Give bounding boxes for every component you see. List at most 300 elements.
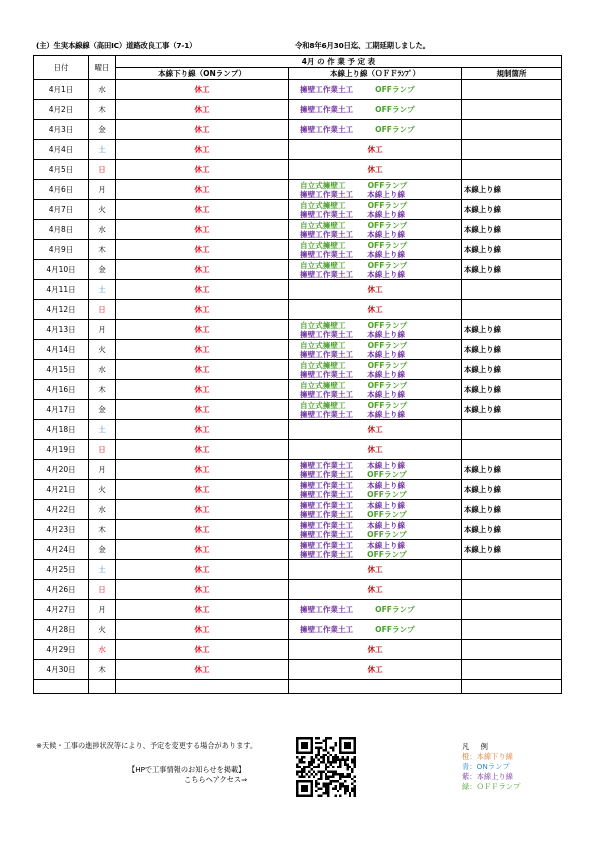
dow-cell: 土 bbox=[89, 560, 116, 580]
up-work-name: 擁壁工作業土工 bbox=[300, 520, 354, 530]
up-work-ramp: OFFランプ bbox=[367, 360, 408, 370]
dow-cell: 土 bbox=[89, 420, 116, 440]
up-work-line bbox=[289, 501, 461, 510]
date-cell: 4月30日 bbox=[34, 660, 89, 680]
up-work-name: 自立式擁壁工 bbox=[300, 400, 346, 410]
up-work-name: 擁壁工作業土工 bbox=[300, 480, 354, 490]
up-work-lane: 本線上り線 bbox=[367, 500, 406, 510]
table-row bbox=[34, 280, 562, 300]
up-work-lane: 本線上り線 bbox=[367, 409, 406, 419]
up-work-name: 自立式擁壁工 bbox=[300, 220, 346, 230]
up-work-lane: 本線上り線 bbox=[367, 189, 406, 199]
up-work-line bbox=[289, 124, 461, 135]
down-line-cell: 休工 bbox=[116, 520, 289, 540]
table-row bbox=[34, 520, 562, 540]
up-work-name: 自立式擁壁工 bbox=[300, 260, 346, 270]
up-work-line bbox=[289, 321, 461, 330]
restriction-cell bbox=[462, 80, 562, 100]
dow-cell: 月 bbox=[89, 600, 116, 620]
date-cell: 4月10日 bbox=[34, 260, 89, 280]
dow-cell: 木 bbox=[89, 240, 116, 260]
up-work-ramp: OFFランプ bbox=[367, 340, 408, 350]
table-row bbox=[34, 540, 562, 560]
up-work-name: 擁壁工作業土工 bbox=[300, 625, 354, 634]
date-cell: 4月27日 bbox=[34, 600, 89, 620]
up-work-name: 擁壁工作業土工 bbox=[300, 105, 354, 114]
dow-cell: 木 bbox=[89, 100, 116, 120]
up-work-name: 擁壁工作業土工 bbox=[300, 500, 354, 510]
hp-notice: 【HPで工事情報のお知らせを掲載】 bbox=[128, 765, 246, 774]
dow-cell: 水 bbox=[89, 640, 116, 660]
dow-cell: 月 bbox=[89, 460, 116, 480]
legend-green: 緑：ＯＦＦランプ bbox=[462, 782, 521, 791]
up-work-lane: 本線上り線 bbox=[367, 249, 406, 259]
header-dow: 曜日 bbox=[89, 56, 116, 80]
table-row bbox=[34, 200, 562, 220]
date-cell: 4月20日 bbox=[34, 460, 89, 480]
date-cell: 4月22日 bbox=[34, 500, 89, 520]
date-cell: 4月21日 bbox=[34, 480, 89, 500]
down-line-cell: 休工 bbox=[116, 300, 289, 320]
restriction-cell: 本線上り線 bbox=[462, 180, 562, 200]
restriction-cell bbox=[462, 420, 562, 440]
up-line-cell: 休工 bbox=[289, 420, 462, 440]
table-row bbox=[34, 320, 562, 340]
up-work-name: 擁壁工作業土工 bbox=[300, 605, 354, 614]
up-work-lane: 本線上り線 bbox=[367, 269, 406, 279]
down-line-cell: 休工 bbox=[116, 200, 289, 220]
up-work-line bbox=[289, 230, 461, 239]
up-line-cell: 休工 bbox=[289, 560, 462, 580]
up-work-name: 擁壁工作業土工 bbox=[300, 460, 354, 470]
table-row bbox=[34, 400, 562, 420]
date-cell: 4月4日 bbox=[34, 140, 89, 160]
date-cell: 4月26日 bbox=[34, 580, 89, 600]
dow-cell: 日 bbox=[89, 300, 116, 320]
up-line-cell bbox=[289, 360, 462, 380]
schedule-note: ※天候・工事の進捗状況等により、予定を変更する場合があります。 bbox=[36, 741, 258, 750]
up-work-ramp: OFFランプ bbox=[367, 469, 407, 479]
restriction-cell bbox=[462, 120, 562, 140]
legend-purple: 紫：本線上り線 bbox=[462, 772, 514, 781]
dow-cell: 火 bbox=[89, 340, 116, 360]
dow-cell: 水 bbox=[89, 500, 116, 520]
restriction-cell: 本線上り線 bbox=[462, 260, 562, 280]
table-row bbox=[34, 580, 562, 600]
dow-cell: 木 bbox=[89, 380, 116, 400]
date-cell: 4月8日 bbox=[34, 220, 89, 240]
up-work-line bbox=[289, 201, 461, 210]
up-work-line bbox=[289, 541, 461, 550]
empty-cell bbox=[289, 680, 462, 694]
project-title: (主）生実本線線（高田IC）道路改良工事（7-1） bbox=[36, 41, 197, 50]
up-line-cell: 休工 bbox=[289, 300, 462, 320]
down-line-cell: 休工 bbox=[116, 600, 289, 620]
up-work-line bbox=[289, 461, 461, 470]
dow-cell: 火 bbox=[89, 200, 116, 220]
empty-cell bbox=[34, 680, 89, 694]
empty-cell bbox=[462, 680, 562, 694]
down-line-cell: 休工 bbox=[116, 380, 289, 400]
up-work-ramp: OFFランプ bbox=[375, 605, 415, 614]
up-line-cell bbox=[289, 180, 462, 200]
restriction-cell bbox=[462, 440, 562, 460]
restriction-cell bbox=[462, 160, 562, 180]
restriction-cell: 本線上り線 bbox=[462, 540, 562, 560]
dow-cell: 水 bbox=[89, 80, 116, 100]
down-line-cell: 休工 bbox=[116, 540, 289, 560]
up-work-name: 擁壁工作業土工 bbox=[300, 189, 354, 199]
up-work-name: 擁壁工作業土工 bbox=[300, 85, 354, 94]
down-line-cell: 休工 bbox=[116, 440, 289, 460]
up-work-ramp: OFFランプ bbox=[367, 489, 407, 499]
up-work-line bbox=[289, 104, 461, 115]
down-line-cell: 休工 bbox=[116, 80, 289, 100]
down-line-cell: 休工 bbox=[116, 480, 289, 500]
up-work-line bbox=[289, 604, 461, 615]
up-work-line bbox=[289, 361, 461, 370]
up-work-ramp: OFFランプ bbox=[367, 400, 408, 410]
restriction-cell bbox=[462, 300, 562, 320]
up-work-lane: 本線上り線 bbox=[367, 229, 406, 239]
date-cell: 4月9日 bbox=[34, 240, 89, 260]
down-line-cell: 休工 bbox=[116, 420, 289, 440]
hp-access-link[interactable]: こちらへアクセス⇒ bbox=[184, 775, 248, 784]
up-work-ramp: OFFランプ bbox=[367, 549, 407, 559]
table-row bbox=[34, 300, 562, 320]
up-work-ramp: OFFランプ bbox=[367, 509, 407, 519]
up-line-cell bbox=[289, 460, 462, 480]
table-row bbox=[34, 240, 562, 260]
up-work-name: 擁壁工作業土工 bbox=[300, 549, 354, 559]
down-line-cell: 休工 bbox=[116, 460, 289, 480]
down-line-cell: 休工 bbox=[116, 500, 289, 520]
dow-cell: 火 bbox=[89, 620, 116, 640]
table-row bbox=[34, 420, 562, 440]
dow-cell: 土 bbox=[89, 280, 116, 300]
down-line-cell: 休工 bbox=[116, 340, 289, 360]
dow-cell: 土 bbox=[89, 140, 116, 160]
up-work-line bbox=[289, 210, 461, 219]
date-cell: 4月15日 bbox=[34, 360, 89, 380]
date-cell: 4月13日 bbox=[34, 320, 89, 340]
restriction-cell: 本線上り線 bbox=[462, 400, 562, 420]
up-work-name: 擁壁工作業土工 bbox=[300, 409, 354, 419]
up-work-line bbox=[289, 330, 461, 339]
down-line-cell: 休工 bbox=[116, 400, 289, 420]
up-line-cell bbox=[289, 520, 462, 540]
up-work-name: 擁壁工作業土工 bbox=[300, 229, 354, 239]
up-work-line bbox=[289, 521, 461, 530]
table-row bbox=[34, 140, 562, 160]
table-row bbox=[34, 480, 562, 500]
down-line-cell: 休工 bbox=[116, 320, 289, 340]
up-work-lane: 本線上り線 bbox=[367, 209, 406, 219]
up-work-ramp: OFFランプ bbox=[367, 240, 408, 250]
up-work-line bbox=[289, 410, 461, 419]
restriction-cell: 本線上り線 bbox=[462, 460, 562, 480]
date-cell: 4月28日 bbox=[34, 620, 89, 640]
up-work-ramp: OFFランプ bbox=[367, 380, 408, 390]
up-work-name: 擁壁工作業土工 bbox=[300, 249, 354, 259]
up-work-name: 擁壁工作業土工 bbox=[300, 125, 354, 134]
up-work-line bbox=[289, 624, 461, 635]
up-work-ramp: OFFランプ bbox=[367, 200, 408, 210]
up-work-name: 擁壁工作業土工 bbox=[300, 489, 354, 499]
table-row bbox=[34, 600, 562, 620]
up-line-cell bbox=[289, 320, 462, 340]
restriction-cell bbox=[462, 100, 562, 120]
up-work-lane: 本線上り線 bbox=[367, 480, 406, 490]
up-work-line bbox=[289, 530, 461, 539]
up-work-line bbox=[289, 181, 461, 190]
up-line-cell: 休工 bbox=[289, 160, 462, 180]
restriction-cell: 本線上り線 bbox=[462, 320, 562, 340]
table-row bbox=[34, 500, 562, 520]
up-work-lane: 本線上り線 bbox=[367, 369, 406, 379]
restriction-cell: 本線上り線 bbox=[462, 220, 562, 240]
down-line-cell: 休工 bbox=[116, 660, 289, 680]
up-work-lane: 本線上り線 bbox=[367, 520, 406, 530]
up-work-name: 擁壁工作業土工 bbox=[300, 389, 354, 399]
restriction-cell bbox=[462, 600, 562, 620]
date-cell: 4月1日 bbox=[34, 80, 89, 100]
up-work-name: 擁壁工作業土工 bbox=[300, 540, 354, 550]
up-work-name: 自立式擁壁工 bbox=[300, 200, 346, 210]
table-row bbox=[34, 100, 562, 120]
up-work-ramp: OFFランプ bbox=[375, 125, 415, 134]
date-cell: 4月29日 bbox=[34, 640, 89, 660]
up-work-ramp: OFFランプ bbox=[375, 625, 415, 634]
up-work-line bbox=[289, 250, 461, 259]
up-work-line bbox=[289, 481, 461, 490]
up-work-line bbox=[289, 350, 461, 359]
table-row bbox=[34, 80, 562, 100]
header-down-line: 本線下り線（ONランプ） bbox=[116, 68, 289, 80]
empty-cell bbox=[89, 680, 116, 694]
date-cell: 4月17日 bbox=[34, 400, 89, 420]
legend-title: 凡 例 bbox=[462, 742, 490, 751]
table-row bbox=[34, 220, 562, 240]
dow-cell: 水 bbox=[89, 360, 116, 380]
up-line-cell: 休工 bbox=[289, 140, 462, 160]
up-work-line bbox=[289, 510, 461, 519]
restriction-cell: 本線上り線 bbox=[462, 340, 562, 360]
down-line-cell: 休工 bbox=[116, 560, 289, 580]
restriction-cell bbox=[462, 280, 562, 300]
date-cell: 4月3日 bbox=[34, 120, 89, 140]
up-line-cell bbox=[289, 80, 462, 100]
dow-cell: 日 bbox=[89, 580, 116, 600]
qr-code-icon[interactable] bbox=[296, 737, 356, 797]
dow-cell: 金 bbox=[89, 260, 116, 280]
dow-cell: 金 bbox=[89, 540, 116, 560]
up-work-ramp: OFFランプ bbox=[375, 85, 415, 94]
date-cell: 4月18日 bbox=[34, 420, 89, 440]
down-line-cell: 休工 bbox=[116, 360, 289, 380]
up-work-ramp: OFFランプ bbox=[367, 529, 407, 539]
dow-cell: 月 bbox=[89, 180, 116, 200]
down-line-cell: 休工 bbox=[116, 260, 289, 280]
up-line-cell bbox=[289, 500, 462, 520]
up-work-name: 自立式擁壁工 bbox=[300, 340, 346, 350]
down-line-cell: 休工 bbox=[116, 580, 289, 600]
table-row bbox=[34, 360, 562, 380]
legend-orange: 橙：本線下り線 bbox=[462, 752, 514, 761]
date-cell: 4月2日 bbox=[34, 100, 89, 120]
table-row bbox=[34, 640, 562, 660]
table-row bbox=[34, 180, 562, 200]
up-line-cell bbox=[289, 100, 462, 120]
restriction-cell: 本線上り線 bbox=[462, 480, 562, 500]
restriction-cell bbox=[462, 560, 562, 580]
up-work-name: 自立式擁壁工 bbox=[300, 180, 346, 190]
restriction-cell bbox=[462, 640, 562, 660]
down-line-cell: 休工 bbox=[116, 160, 289, 180]
up-work-ramp: OFFランプ bbox=[375, 105, 415, 114]
up-work-name: 自立式擁壁工 bbox=[300, 240, 346, 250]
dow-cell: 日 bbox=[89, 440, 116, 460]
up-work-line bbox=[289, 341, 461, 350]
table-row bbox=[34, 160, 562, 180]
up-line-cell bbox=[289, 240, 462, 260]
up-work-name: 自立式擁壁工 bbox=[300, 380, 346, 390]
up-work-line bbox=[289, 221, 461, 230]
up-work-ramp: OFFランプ bbox=[367, 220, 408, 230]
restriction-cell bbox=[462, 620, 562, 640]
legend-blue: 青：ONランプ bbox=[462, 762, 510, 771]
up-work-name: 擁壁工作業土工 bbox=[300, 269, 354, 279]
up-work-name: 擁壁工作業土工 bbox=[300, 349, 354, 359]
extension-notice: 令和8年6月30日迄、工期延期しました。 bbox=[295, 41, 430, 50]
up-work-name: 擁壁工作業土工 bbox=[300, 329, 354, 339]
restriction-cell: 本線上り線 bbox=[462, 520, 562, 540]
up-work-name: 擁壁工作業土工 bbox=[300, 509, 354, 519]
date-cell: 4月14日 bbox=[34, 340, 89, 360]
table-row bbox=[34, 260, 562, 280]
restriction-cell bbox=[462, 140, 562, 160]
table-title: 4月 の 作 業 予 定 表 bbox=[116, 56, 562, 68]
up-work-lane: 本線上り線 bbox=[367, 349, 406, 359]
up-work-line bbox=[289, 241, 461, 250]
up-line-cell bbox=[289, 540, 462, 560]
schedule-body bbox=[34, 80, 562, 694]
restriction-cell: 本線上り線 bbox=[462, 380, 562, 400]
down-line-cell: 休工 bbox=[116, 220, 289, 240]
up-work-line bbox=[289, 490, 461, 499]
up-line-cell: 休工 bbox=[289, 640, 462, 660]
header-up-line: 本線上り線（ＯＦＦﾗﾝﾌﾟ） bbox=[289, 68, 462, 80]
schedule-table bbox=[33, 55, 562, 694]
up-work-line bbox=[289, 390, 461, 399]
up-work-line bbox=[289, 550, 461, 559]
date-cell: 4月5日 bbox=[34, 160, 89, 180]
up-line-cell bbox=[289, 400, 462, 420]
up-work-lane: 本線上り線 bbox=[367, 329, 406, 339]
date-cell: 4月6日 bbox=[34, 180, 89, 200]
restriction-cell: 本線上り線 bbox=[462, 360, 562, 380]
table-row bbox=[34, 380, 562, 400]
table-row bbox=[34, 460, 562, 480]
up-work-line bbox=[289, 190, 461, 199]
table-row bbox=[34, 660, 562, 680]
dow-cell: 水 bbox=[89, 220, 116, 240]
up-work-line bbox=[289, 401, 461, 410]
restriction-cell: 本線上り線 bbox=[462, 240, 562, 260]
restriction-cell: 本線上り線 bbox=[462, 500, 562, 520]
header-date: 日付 bbox=[34, 56, 89, 80]
dow-cell: 金 bbox=[89, 120, 116, 140]
table-row bbox=[34, 620, 562, 640]
dow-cell: 火 bbox=[89, 480, 116, 500]
up-work-name: 擁壁工作業土工 bbox=[300, 209, 354, 219]
down-line-cell: 休工 bbox=[116, 180, 289, 200]
dow-cell: 金 bbox=[89, 400, 116, 420]
up-work-lane: 本線上り線 bbox=[367, 389, 406, 399]
date-cell: 4月19日 bbox=[34, 440, 89, 460]
up-work-line bbox=[289, 84, 461, 95]
legend bbox=[462, 742, 520, 792]
dow-cell: 木 bbox=[89, 660, 116, 680]
up-work-name: 自立式擁壁工 bbox=[300, 320, 346, 330]
up-work-name: 擁壁工作業土工 bbox=[300, 529, 354, 539]
up-line-cell bbox=[289, 480, 462, 500]
date-cell: 4月7日 bbox=[34, 200, 89, 220]
date-cell: 4月11日 bbox=[34, 280, 89, 300]
up-line-cell bbox=[289, 200, 462, 220]
empty-row bbox=[34, 680, 562, 694]
down-line-cell: 休工 bbox=[116, 120, 289, 140]
up-work-line bbox=[289, 261, 461, 270]
restriction-cell: 本線上り線 bbox=[462, 200, 562, 220]
date-cell: 4月12日 bbox=[34, 300, 89, 320]
up-work-line bbox=[289, 270, 461, 279]
date-cell: 4月25日 bbox=[34, 560, 89, 580]
table-row bbox=[34, 120, 562, 140]
header-restriction: 規制箇所 bbox=[462, 68, 562, 80]
empty-cell bbox=[116, 680, 289, 694]
up-line-cell bbox=[289, 220, 462, 240]
dow-cell: 木 bbox=[89, 520, 116, 540]
down-line-cell: 休工 bbox=[116, 140, 289, 160]
up-line-cell bbox=[289, 380, 462, 400]
up-line-cell bbox=[289, 600, 462, 620]
table-row bbox=[34, 340, 562, 360]
up-work-lane: 本線上り線 bbox=[367, 540, 406, 550]
up-line-cell: 休工 bbox=[289, 660, 462, 680]
up-line-cell: 休工 bbox=[289, 580, 462, 600]
dow-cell: 月 bbox=[89, 320, 116, 340]
up-work-ramp: OFFランプ bbox=[367, 320, 408, 330]
up-work-name: 擁壁工作業土工 bbox=[300, 469, 354, 479]
up-work-line bbox=[289, 470, 461, 479]
table-row bbox=[34, 440, 562, 460]
up-line-cell bbox=[289, 260, 462, 280]
down-line-cell: 休工 bbox=[116, 620, 289, 640]
up-work-ramp: OFFランプ bbox=[367, 180, 408, 190]
up-work-ramp: OFFランプ bbox=[367, 260, 408, 270]
up-work-lane: 本線上り線 bbox=[367, 460, 406, 470]
restriction-cell bbox=[462, 660, 562, 680]
dow-cell: 日 bbox=[89, 160, 116, 180]
up-work-name: 自立式擁壁工 bbox=[300, 360, 346, 370]
date-cell: 4月24日 bbox=[34, 540, 89, 560]
table-row bbox=[34, 560, 562, 580]
up-line-cell bbox=[289, 620, 462, 640]
down-line-cell: 休工 bbox=[116, 280, 289, 300]
up-work-line bbox=[289, 381, 461, 390]
up-line-cell bbox=[289, 120, 462, 140]
